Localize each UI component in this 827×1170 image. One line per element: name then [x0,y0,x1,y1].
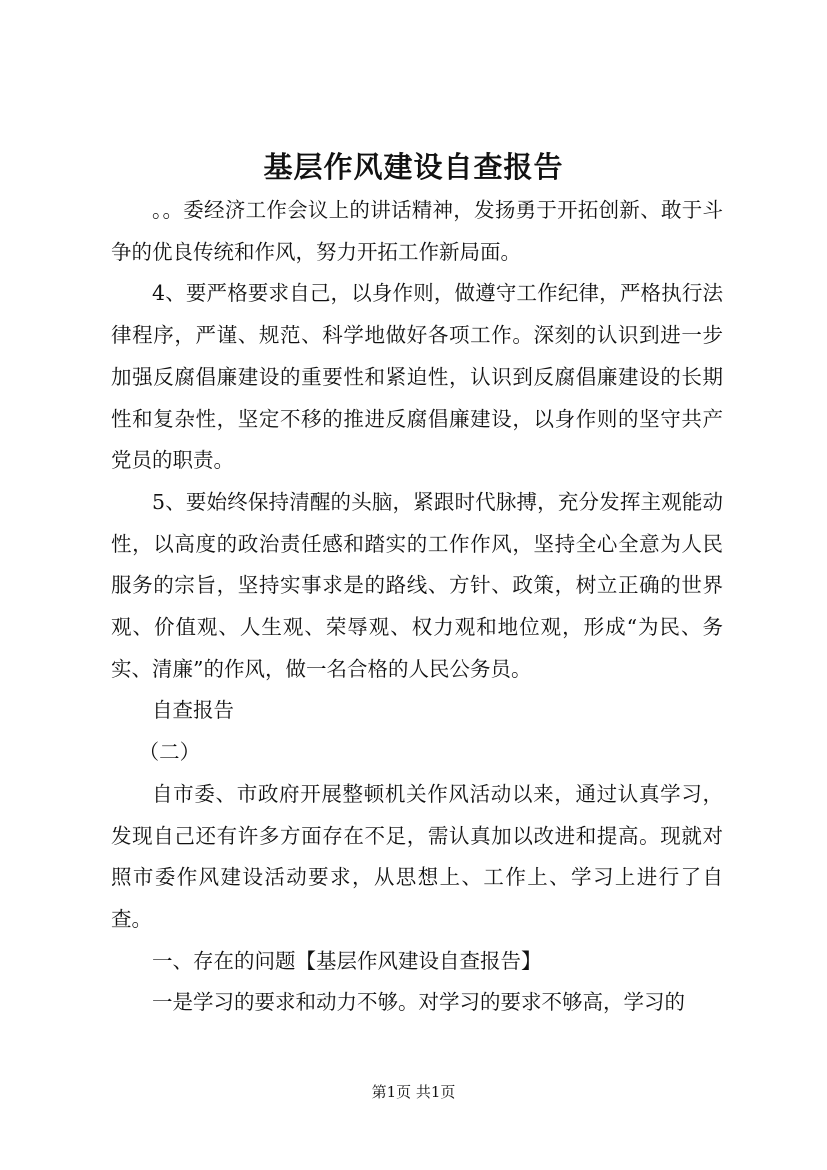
paragraph-2: 4、要严格要求自己，以身作则，做遵守工作纪律，严格执行法律程序，严谨、规范、科学地做好各项工作。深刻的认识到进一步加强反腐倡廉建设的重要性和紧迫性，认识到反腐倡廉建设的长期性和复杂性，坚定不移的推进反腐倡廉建设，以身作则的坚守共产党员的职责。 [111,281,723,473]
section-label: 自查报告 [152,698,234,723]
document-body [111,190,723,1024]
paragraph-5: 一是学习的要求和动力不够。对学习的要求不够高，学习的 [152,990,685,1015]
paragraph-4: 自市委、市政府开展整顿机关作风活动以来，通过认真学习，发现自己还有许多方面存在不足，需认真加以改进和提高。现就对照市委作风建设活动要求，从思想上、工作上、学习上进行了自查。 [111,781,723,931]
section-heading: 一、存在的问题【基层作风建设自查报告】 [152,948,542,973]
section-number: （二） [138,740,201,765]
document-title: 基层作风建设自查报告 [263,150,564,184]
paragraph-3: 5、要始终保持清醒的头脑，紧跟时代脉搏，充分发挥主观能动性，以高度的政治责任感和踏实的工作作风，坚持全心全意为人民服务的宗旨，坚持实事求是的路线、方针、政策，树立正确的世界观、价值观、人生观、荣辱观、权力观和地位观，形成“为民、务实、清廉”的作风，做一名合格的人民公务员。 [111,489,723,681]
page-footer: 第1页 共1页 [371,1083,456,1101]
paragraph-1: 。。委经济工作会议上的讲话精神，发扬勇于开拓创新、敢于斗争的优良传统和作风，努力开拓工作新局面。 [111,198,723,264]
